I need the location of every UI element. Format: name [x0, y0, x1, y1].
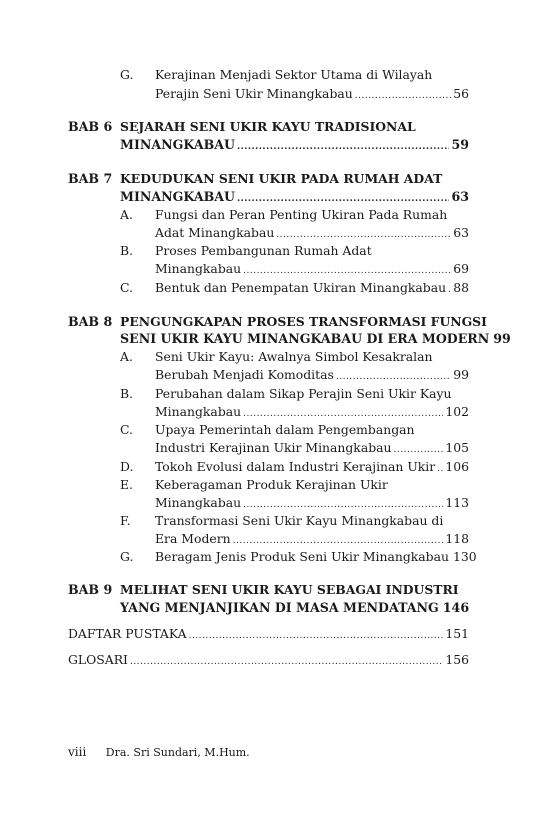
- toc-item-letter: C.: [120, 422, 133, 437]
- toc-item-letter: A.: [120, 349, 133, 364]
- toc-item-title: Industri Kerajinan Ukir Minangkabau: [155, 440, 392, 455]
- toc-entry[interactable]: [155, 260, 469, 280]
- page-number: 106: [445, 459, 469, 474]
- toc-item-title: Keberagaman Produk Kerajinan Ukir: [155, 477, 388, 492]
- toc-entry[interactable]: [155, 224, 469, 244]
- dot-leader: [237, 138, 449, 156]
- toc-item-title: Beragam Jenis Produk Seni Ukir Minangkabau: [155, 549, 449, 564]
- toc-entry[interactable]: [155, 279, 469, 299]
- chapter-label: BAB 6: [68, 119, 113, 134]
- chapter-title: KEDUDUKAN SENI UKIR PADA RUMAH ADAT: [120, 171, 443, 186]
- chapter-label: BAB 9: [68, 582, 113, 597]
- chapter-title: MINANGKABAU: [120, 137, 235, 152]
- dot-leader: [437, 460, 443, 478]
- chapter-title: SENI UKIR KAYU MINANGKABAU DI ERA MODERN: [120, 331, 490, 346]
- chapter-title: PENGUNGKAPAN PROSES TRANSFORMASI FUNGSI: [120, 314, 487, 329]
- toc-item-letter: D.: [120, 459, 134, 474]
- chapter-title: SEJARAH SENI UKIR KAYU TRADISIONAL: [120, 119, 416, 134]
- toc-item-letter: B.: [120, 243, 134, 258]
- dot-leader: [448, 281, 451, 299]
- toc-item-letter: C.: [120, 280, 133, 295]
- toc-entry[interactable]: [155, 403, 469, 423]
- toc-entry[interactable]: [155, 494, 469, 514]
- toc-item-title: Perajin Seni Ukir Minangkabau: [155, 86, 353, 101]
- toc-entry-chapter[interactable]: [120, 188, 469, 208]
- chapter-label: BAB 8: [68, 314, 113, 329]
- chapter-label: BAB 7: [68, 171, 113, 186]
- toc-item-letter: F.: [120, 513, 131, 528]
- toc-entry-chapter[interactable]: [120, 330, 511, 350]
- page-number: 156: [445, 652, 469, 667]
- toc-entry-chapter[interactable]: [120, 136, 469, 156]
- toc-item-title: Fungsi dan Peran Penting Ukiran Pada Rumah: [155, 207, 448, 222]
- toc-item-title: Minangkabau: [155, 404, 242, 419]
- toc-entry[interactable]: [155, 439, 469, 459]
- page-number: 99: [493, 331, 511, 346]
- toc-entry[interactable]: [155, 366, 469, 386]
- page-number: 69: [453, 261, 469, 276]
- toc-item-title: Berubah Menjadi Komoditas: [155, 367, 334, 382]
- toc-item-letter: G.: [120, 67, 134, 82]
- toc-entry[interactable]: [155, 458, 469, 478]
- page-number: 118: [445, 531, 469, 546]
- dot-leader: [189, 627, 444, 645]
- toc-entry[interactable]: [155, 530, 469, 550]
- toc-item-title: Proses Pembangunan Rumah Adat: [155, 243, 372, 258]
- page-number: 63: [451, 189, 469, 204]
- toc-item-title: Perubahan dalam Sikap Perajin Seni Ukir Kayu: [155, 386, 452, 401]
- page-number: 102: [445, 404, 469, 419]
- chapter-title: YANG MENJANJIKAN DI MASA MENDATANG: [120, 600, 439, 615]
- page-number: 113: [445, 495, 469, 510]
- toc-item-title: Kerajinan Menjadi Sektor Utama di Wilayah: [155, 67, 433, 82]
- page-number: 88: [453, 280, 469, 295]
- dot-leader: [243, 262, 451, 280]
- toc-item-letter: A.: [120, 207, 133, 222]
- dot-leader: [394, 441, 444, 459]
- toc-entry[interactable]: [155, 85, 469, 105]
- section-title: GLOSARI: [68, 652, 128, 667]
- toc-item-letter: G.: [120, 549, 134, 564]
- toc-item-title: Transformasi Seni Ukir Kayu Minangkabau di: [155, 513, 444, 528]
- page-number: 130: [452, 549, 477, 564]
- page-number: 146: [442, 600, 470, 615]
- toc-item-title: Minangkabau: [155, 261, 242, 276]
- toc-item-letter: B.: [120, 386, 134, 401]
- chapter-title: MELIHAT SENI UKIR KAYU SEBAGAI INDUSTRI: [120, 582, 459, 597]
- toc-item-title: Minangkabau: [155, 495, 242, 510]
- toc-item-title: Adat Minangkabau: [155, 225, 275, 240]
- toc-entry-chapter[interactable]: [120, 599, 469, 619]
- toc-entry[interactable]: [155, 548, 477, 568]
- page-number: 151: [445, 626, 469, 641]
- dot-leader: [130, 653, 443, 671]
- section-title: DAFTAR PUSTAKA: [68, 626, 187, 641]
- page-number: 59: [451, 137, 469, 152]
- toc-item-letter: E.: [120, 477, 133, 492]
- toc-item-title: Seni Ukir Kayu: Awalnya Simbol Kesakralan: [155, 349, 433, 364]
- page-number: 99: [453, 367, 469, 382]
- toc-item-title: Era Modern: [155, 531, 231, 546]
- toc-item-title: Bentuk dan Penempatan Ukiran Minangkabau: [155, 280, 447, 295]
- folio: viii: [68, 745, 87, 759]
- page-number: 63: [453, 225, 469, 240]
- toc-item-title: Upaya Pemerintah dalam Pengembangan: [155, 422, 415, 437]
- author-name: Dra. Sri Sundari, M.Hum.: [105, 746, 250, 759]
- toc-entry-bibliography[interactable]: [68, 625, 469, 645]
- dot-leader: [355, 87, 451, 105]
- toc-entry-glossary[interactable]: [68, 651, 469, 671]
- toc-item-title: Tokoh Evolusi dalam Industri Kerajinan Ukir: [155, 459, 436, 474]
- chapter-title: MINANGKABAU: [120, 189, 235, 204]
- page-number: 105: [445, 440, 469, 455]
- dot-leader: [336, 368, 451, 386]
- page-footer: [68, 745, 250, 760]
- page-number: 56: [453, 86, 469, 101]
